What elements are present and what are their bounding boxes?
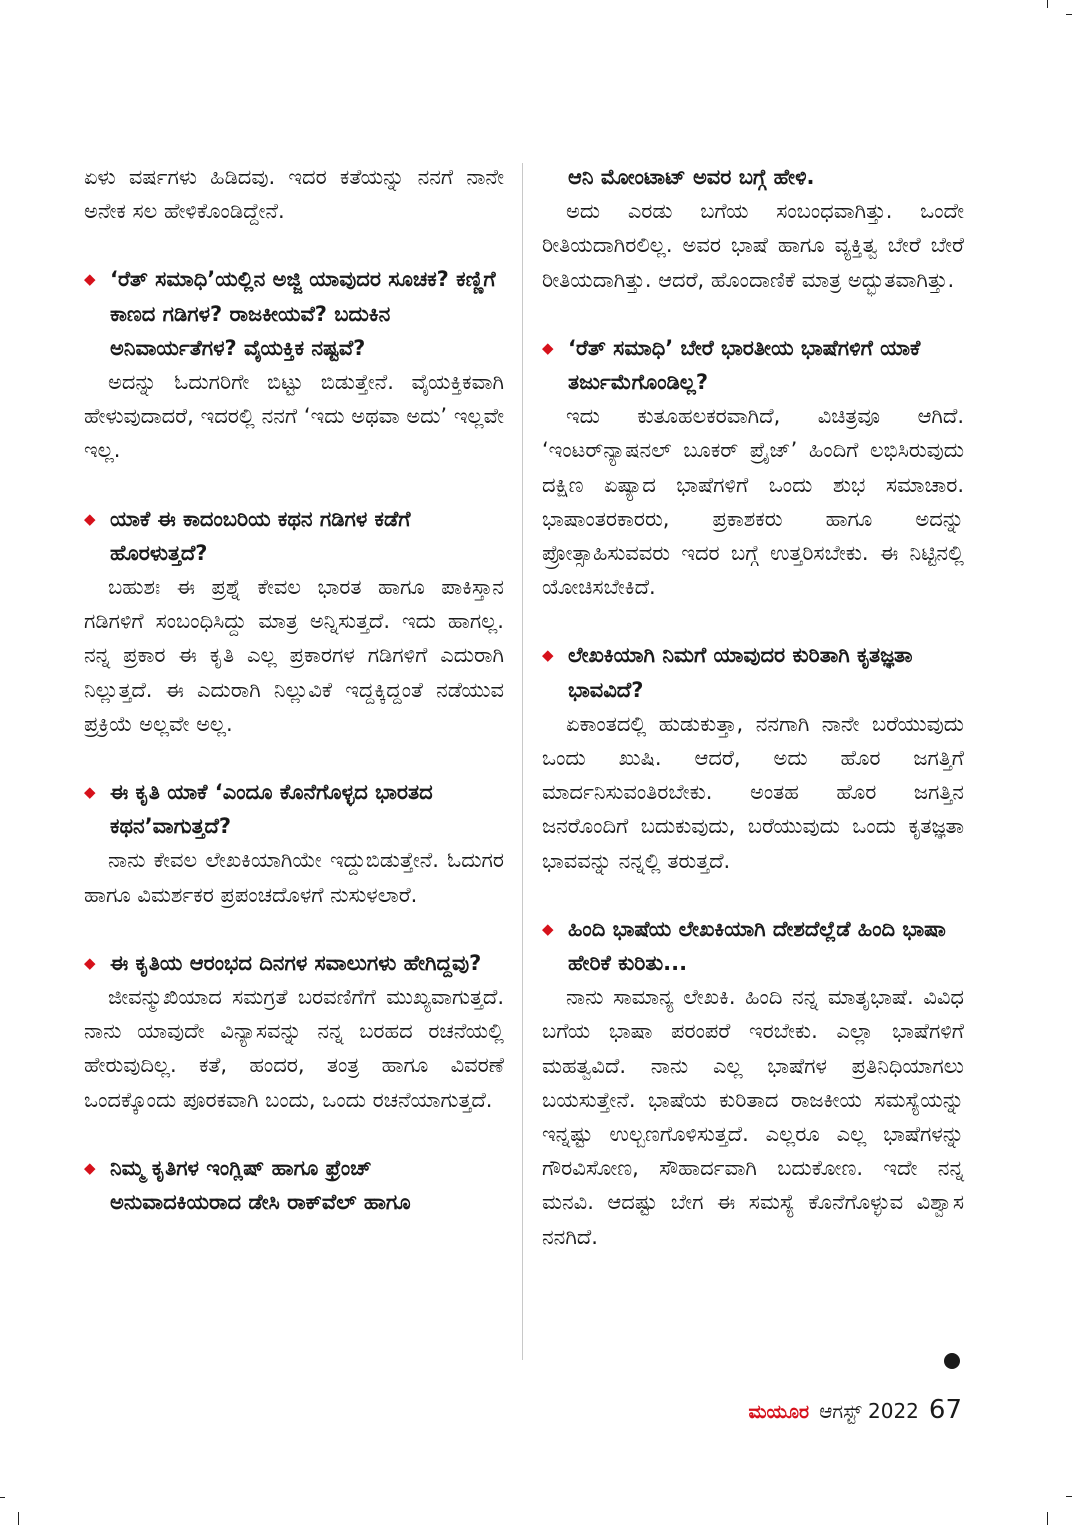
answer-paragraph — [84, 570, 504, 741]
paragraph-text: ನಾನು ಸಾಮಾನ್ಯ ಲೇಖಕಿ. ಹಿಂದಿ ನನ್ನ ಮಾತೃಭಾಷೆ. ವಿವಿಧ ಬಗೆಯ ಭಾಷಾ ಪರಂಪರೆ ಇರಬೇಕು. ಎಲ್ಲಾ ಭಾಷೆಗಳಿಗೆ ಮಹತ್ವವಿದೆ. ನಾನು ಎಲ್ಲ ಭಾಷೆಗಳ ಪ್ರತಿನಿಧಿಯಾಗಲು ಬಯಸುತ್ತೇನೆ. ಭಾಷೆಯ ಕುರಿತಾದ ರಾಜಕೀಯ ಸಮಸ್ಯೆಯನ್ನು ಇನ್ನಷ್ಟು ಉಲ್ಬಣಗೊಳಿಸುತ್ತದೆ. ಎಲ್ಲರೂ ಎಲ್ಲ ಭಾಷೆಗಳನ್ನು ಗೌರವಿಸೋಣ, ಸೌಹಾರ್ದವಾಗಿ ಬದುಕೋಣ. ಇದೇ ನನ್ನ ಮನವಿ. ಆದಷ್ಟು ಬೇಗ ಈ ಸಮಸ್ಯೆ ಕೊನೆಗೊಳ್ಳುವ ವಿಶ್ವಾಸ ನನಗಿದೆ. — [542, 985, 964, 1249]
interview-question — [542, 160, 964, 194]
question-text: ‘ರೆತ್ ಸಮಾಧಿ’ ಬೇರೆ ಭಾರತೀಯ ಭಾಷೆಗಳಿಗೆ ಯಾಕೆ ತರ್ಜುಮೆಗೊಂಡಿಲ್ಲ? — [568, 335, 921, 395]
section-gap — [84, 228, 504, 262]
answer-paragraph — [542, 399, 964, 604]
magazine-brand: ಮಯೂರ — [748, 1401, 810, 1423]
end-dot-icon — [944, 1353, 960, 1369]
issue-date: ಆಗಸ್ಟ್ 2022 — [819, 1399, 919, 1423]
interview-question — [542, 912, 964, 980]
crop-mark — [0, 1497, 5, 1498]
section-gap — [84, 912, 504, 946]
right-column — [542, 160, 964, 1254]
question-text: ಈ ಕೃತಿ ಯಾಕೆ ‘ಎಂದೂ ಕೊನೆಗೊಳ್ಳದ ಭಾರತದ ಕಥನ’ವಾಗುತ್ತದೆ? — [110, 780, 433, 839]
section-gap — [542, 297, 964, 331]
question-text: ಆನಿ ಮೋಂಟಾಟ್ ಅವರ ಬಗ್ಗೆ ಹೇಳಿ. — [568, 165, 815, 189]
interview-question — [542, 638, 964, 706]
crop-mark — [1047, 1512, 1048, 1525]
interview-question — [84, 262, 504, 365]
crop-mark — [1066, 14, 1072, 15]
interview-question — [542, 331, 964, 399]
section-gap — [84, 1117, 504, 1151]
question-text: ಲೇಖಕಿಯಾಗಿ ನಿಮಗೆ ಯಾವುದರ ಕುರಿತಾಗಿ ಕೃತಜ್ಞತಾ ಭಾವವಿದೆ? — [568, 643, 913, 702]
answer-paragraph — [542, 194, 964, 297]
answer-paragraph — [84, 160, 504, 228]
answer-paragraph — [542, 980, 964, 1254]
crop-mark — [1066, 1496, 1072, 1497]
left-column — [84, 160, 504, 1219]
paragraph-text: ಬಹುಶಃ ಈ ಪ್ರಶ್ನೆ ಕೇವಲ ಭಾರತ ಹಾಗೂ ಪಾಕಿಸ್ತಾನ ಗಡಿಗಳಿಗೆ ಸಂಬಂಧಿಸಿದ್ದು ಮಾತ್ರ ಅನ್ನಿಸುತ್ತದೆ. ಇದು ಹಾಗಲ್ಲ. ನನ್ನ ಪ್ರಕಾರ ಈ ಕೃತಿ ಎಲ್ಲ ಪ್ರಕಾರಗಳ ಗಡಿಗಳಿಗೆ ಎದುರಾಗಿ ನಿಲ್ಲುತ್ತದೆ. ಈ ಎದುರಾಗಿ ನಿಲ್ಲುವಿಕೆ ಇದ್ದಕ್ಕಿದ್ದಂತೆ ನಡೆಯುವ ಪ್ರಕ್ರಿಯೆ ಅಲ್ಲವೇ ಅಲ್ಲ. — [84, 575, 504, 736]
column-divider — [522, 163, 523, 1360]
crop-mark — [18, 1512, 19, 1525]
answer-paragraph — [84, 843, 504, 911]
red-diamond-icon: ◆ — [84, 1158, 96, 1177]
paragraph-text: ಅದು ಎರಡು ಬಗೆಯ ಸಂಬಂಧವಾಗಿತ್ತು. ಒಂದೇ ರೀತಿಯದಾಗಿರಲಿಲ್ಲ. ಅವರ ಭಾಷೆ ಹಾಗೂ ವ್ಯಕ್ತಿತ್ವ ಬೇರೆ ಬೇರೆ ರೀತಿಯದಾಗಿತ್ತು. ಆದರೆ, ಹೊಂದಾಣಿಕೆ ಮಾತ್ರ ಅದ್ಭುತವಾಗಿತ್ತು. — [542, 199, 964, 292]
red-diamond-icon: ◆ — [84, 509, 96, 528]
interview-question — [84, 502, 504, 570]
paragraph-text: ಜೀವನ್ಮುಖಿಯಾದ ಸಮಗ್ರತೆ ಬರವಣಿಗೆಗೆ ಮುಖ್ಯವಾಗುತ್ತದೆ. ನಾನು ಯಾವುದೇ ವಿನ್ಯಾಸವನ್ನು ನನ್ನ ಬರಹದ ರಚನೆಯಲ್ಲಿ ಹೇರುವುದಿಲ್ಲ. ಕತೆ, ಹಂದರ, ತಂತ್ರ ಹಾಗೂ ವಿವರಣೆ ಒಂದಕ್ಕೊಂದು ಪೂರಕವಾಗಿ ಬಂದು, ಒಂದು ರಚನೆಯಾಗುತ್ತದೆ. — [84, 985, 504, 1112]
interview-question — [84, 775, 504, 843]
answer-paragraph — [84, 980, 504, 1117]
answer-paragraph — [542, 707, 964, 878]
paragraph-text: ಅದನ್ನು ಓದುಗರಿಗೇ ಬಿಟ್ಟು ಬಿಡುತ್ತೇನೆ. ವೈಯಕ್ತಿಕವಾಗಿ ಹೇಳುವುದಾದರೆ, ಇದರಲ್ಲಿ ನನಗೆ ‘ಇದು ಅಥವಾ ಅದು’ ಇಲ್ಲವೇ ಇಲ್ಲ. — [84, 370, 504, 463]
question-text: ‘ರೆತ್ ಸಮಾಧಿ’ಯಲ್ಲಿನ ಅಜ್ಜಿ ಯಾವುದರ ಸೂಚಕ? ಕಣ್ಣಿಗೆ ಕಾಣದ ಗಡಿಗಳ? ರಾಜಕೀಯವೆ? ಬದುಕಿನ ಅನಿವಾರ್ಯತೆಗಳ? ವೈಯಕ್ತಿಕ ನಷ್ಟವೆ? — [110, 267, 496, 360]
question-text: ಹಿಂದಿ ಭಾಷೆಯ ಲೇಖಕಿಯಾಗಿ ದೇಶದೆಲ್ಲೆಡೆ ಹಿಂದಿ ಭಾಷಾ ಹೇರಿಕೆ ಕುರಿತು... — [568, 916, 946, 976]
paragraph-text: ನಾನು ಕೇವಲ ಲೇಖಕಿಯಾಗಿಯೇ ಇದ್ದುಬಿಡುತ್ತೇನೆ. ಓದುಗರ ಹಾಗೂ ವಿಮರ್ಶಕರ ಪ್ರಪಂಚದೊಳಗೆ ನುಸುಳಲಾರೆ. — [84, 848, 504, 907]
section-gap — [542, 604, 964, 638]
question-text: ನಿಮ್ಮ ಕೃತಿಗಳ ಇಂಗ್ಲಿಷ್ ಹಾಗೂ ಫ್ರೆಂಚ್ ಅನುವಾದಕಿಯರಾದ ಡೇಸಿ ರಾಕ್‌ವೆಲ್ ಹಾಗೂ — [110, 1155, 411, 1215]
question-text: ಈ ಕೃತಿಯ ಆರಂಭದ ದಿನಗಳ ಸವಾಲುಗಳು ಹೇಗಿದ್ದವು? — [110, 950, 482, 975]
red-diamond-icon: ◆ — [542, 646, 554, 665]
paragraph-text: ಏಕಾಂತದಲ್ಲಿ ಹುಡುಕುತ್ತಾ, ನನಗಾಗಿ ನಾನೇ ಬರೆಯುವುದು ಒಂದು ಖುಷಿ. ಆದರೆ, ಅದು ಹೊರ ಜಗತ್ತಿಗೆ ಮಾರ್ದನಿಸುವಂತಿರಬೇಕು. ಅಂತಹ ಹೊರ ಜಗತ್ತಿನ ಜನರೊಂದಿಗೆ ಬದುಕುವುದು, ಬರೆಯುವುದು ಒಂದು ಕೃತಜ್ಞತಾ ಭಾವವನ್ನು ನನ್ನಲ್ಲಿ ತರುತ್ತದೆ. — [542, 711, 964, 873]
interview-question — [84, 1151, 504, 1219]
paragraph-text: ಏಳು ವರ್ಷಗಳು ಹಿಡಿದವು. ಇದರ ಕತೆಯನ್ನು ನನಗೆ ನಾನೇ ಅನೇಕ ಸಲ ಹೇಳಿಕೊಂಡಿದ್ದೇನೆ. — [84, 165, 504, 224]
section-gap — [542, 878, 964, 912]
red-diamond-icon: ◆ — [84, 270, 96, 289]
section-gap — [84, 741, 504, 775]
page-footer — [748, 1395, 962, 1425]
red-diamond-icon: ◆ — [542, 338, 554, 357]
section-gap — [84, 468, 504, 502]
red-diamond-icon: ◆ — [542, 919, 554, 938]
red-diamond-icon: ◆ — [84, 783, 96, 802]
page-number: 67 — [928, 1395, 962, 1425]
question-text: ಯಾಕೆ ಈ ಕಾದಂಬರಿಯ ಕಥನ ಗಡಿಗಳ ಕಡೆಗೆ ಹೊರಳುತ್ತದೆ? — [110, 506, 411, 565]
crop-mark — [1047, 0, 1048, 8]
answer-paragraph — [84, 365, 504, 468]
red-diamond-icon: ◆ — [84, 953, 96, 972]
interview-question — [84, 946, 504, 980]
paragraph-text: ಇದು ಕುತೂಹಲಕರವಾಗಿದೆ, ವಿಚಿತ್ರವೂ ಆಗಿದೆ. ‘ಇಂಟರ್‌ನ್ಯಾಷನಲ್ ಬೂಕರ್ ಪ್ರೈಜ್’ ಹಿಂದಿಗೆ ಲಭಿಸಿರುವುದು ದಕ್ಷಿಣ ಏಷ್ಯಾದ ಭಾಷೆಗಳಿಗೆ ಒಂದು ಶುಭ ಸಮಾಚಾರ. ಭಾಷಾಂತರಕಾರರು, ಪ್ರಕಾಶಕರು ಹಾಗೂ ಅದನ್ನು ಪ್ರೋತ್ಸಾಹಿಸುವವರು ಇದರ ಬಗ್ಗೆ ಉತ್ತರಿಸಬೇಕು. ಈ ನಿಟ್ಟಿನಲ್ಲಿ ಯೋಚಿಸಬೇಕಿದೆ. — [542, 404, 964, 600]
